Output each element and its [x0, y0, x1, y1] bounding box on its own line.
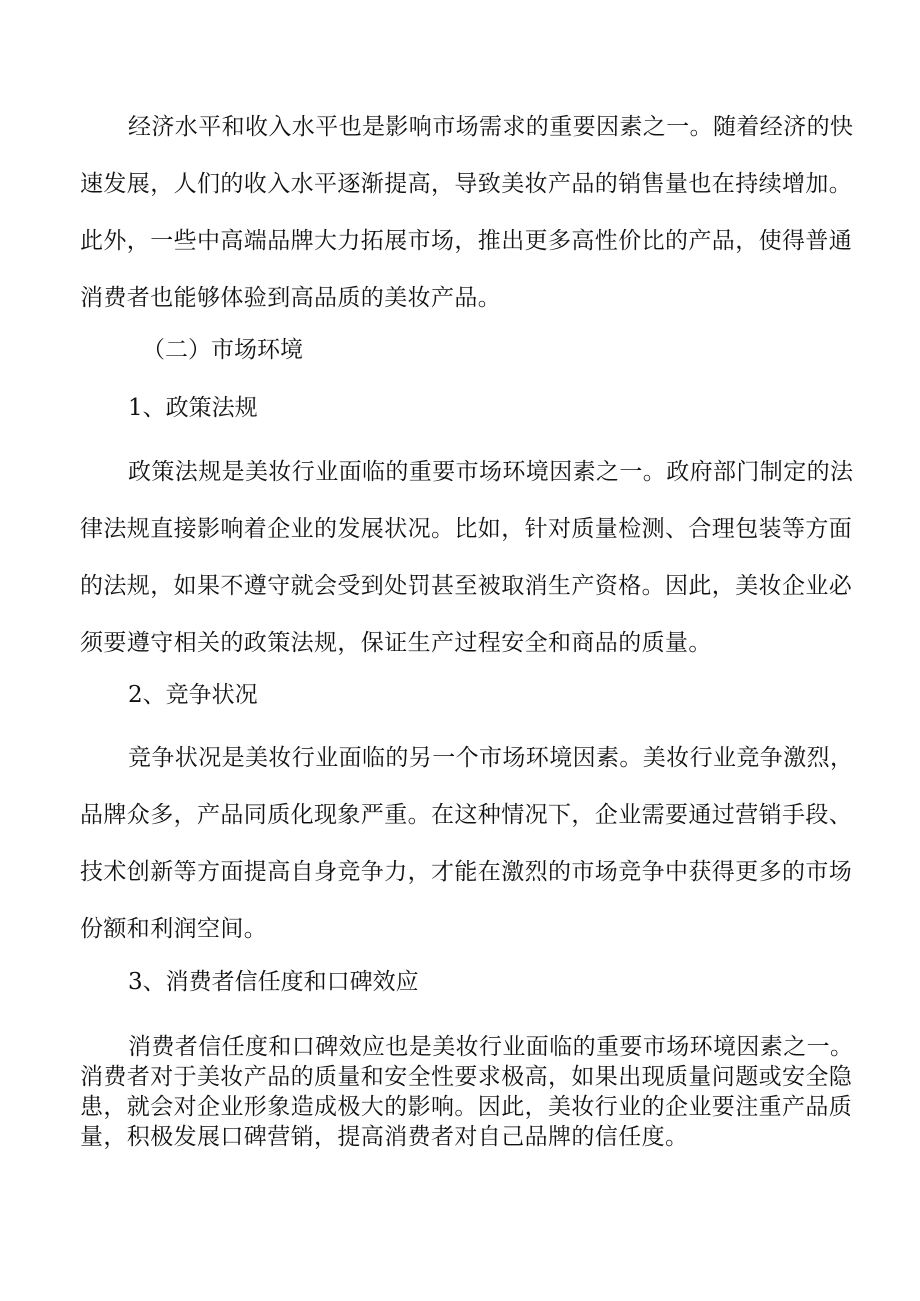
paragraph-line: 此外，一些中高端品牌大力拓展市场，推出更多高性价比的产品，使得普通: [80, 228, 853, 254]
paragraph-line: 消费者信任度和口碑效应也是美妆行业面临的重要市场环境因素之一。: [128, 1034, 854, 1060]
paragraph-line: 品牌众多，产品同质化现象严重。在这种情况下，企业需要通过营销手段、: [80, 802, 853, 828]
section-heading-market-environment: （二）市场环境: [142, 337, 303, 363]
paragraph-income: [80, 99, 854, 327]
paragraph-competition: [80, 730, 854, 958]
paragraph-line: 消费者对于美妆产品的质量和安全性要求极高，如果出现质量问题或安全隐: [80, 1064, 853, 1090]
paragraph-policy: [80, 444, 854, 672]
paragraph-line: 消费者也能够体验到高品质的美妆产品。: [80, 285, 502, 311]
paragraph-line: 的法规，如果不遵守就会受到处罚甚至被取消生产资格。因此，美妆企业必: [80, 573, 853, 599]
paragraph-line: 律法规直接影响着企业的发展状况。比如，针对质量检测、合理包装等方面: [80, 516, 853, 542]
paragraph-consumer-trust: [80, 1032, 854, 1152]
paragraph-line: 政策法规是美妆行业面临的重要市场环境因素之一。政府部门制定的法: [128, 459, 854, 485]
paragraph-line: 技术创新等方面提高自身竞争力，才能在激烈的市场竞争中获得更多的市场: [80, 859, 853, 885]
paragraph-line: 量，积极发展口碑营销，提高消费者对自己品牌的信任度。: [80, 1124, 689, 1150]
paragraph-line: 竞争状况是美妆行业面临的另一个市场环境因素。美妆行业竞争激烈，: [128, 745, 854, 771]
paragraph-line: 患，就会对企业形象造成极大的影响。因此，美妆行业的企业要注重产品质: [80, 1094, 853, 1120]
subheading-consumer-trust: 3、消费者信任度和口碑效应: [128, 969, 419, 995]
paragraph-line: 须要遵守相关的政策法规，保证生产过程安全和商品的质量。: [80, 630, 712, 656]
subheading-policy: 1、政策法规: [128, 395, 258, 421]
paragraph-line: 经济水平和收入水平也是影响市场需求的重要因素之一。随着经济的快: [128, 114, 854, 140]
paragraph-line: 速发展，人们的收入水平逐渐提高，导致美妆产品的销售量也在持续增加。: [80, 171, 853, 197]
subheading-competition: 2、竞争状况: [128, 682, 258, 708]
paragraph-line: 份额和利润空间。: [80, 916, 268, 942]
